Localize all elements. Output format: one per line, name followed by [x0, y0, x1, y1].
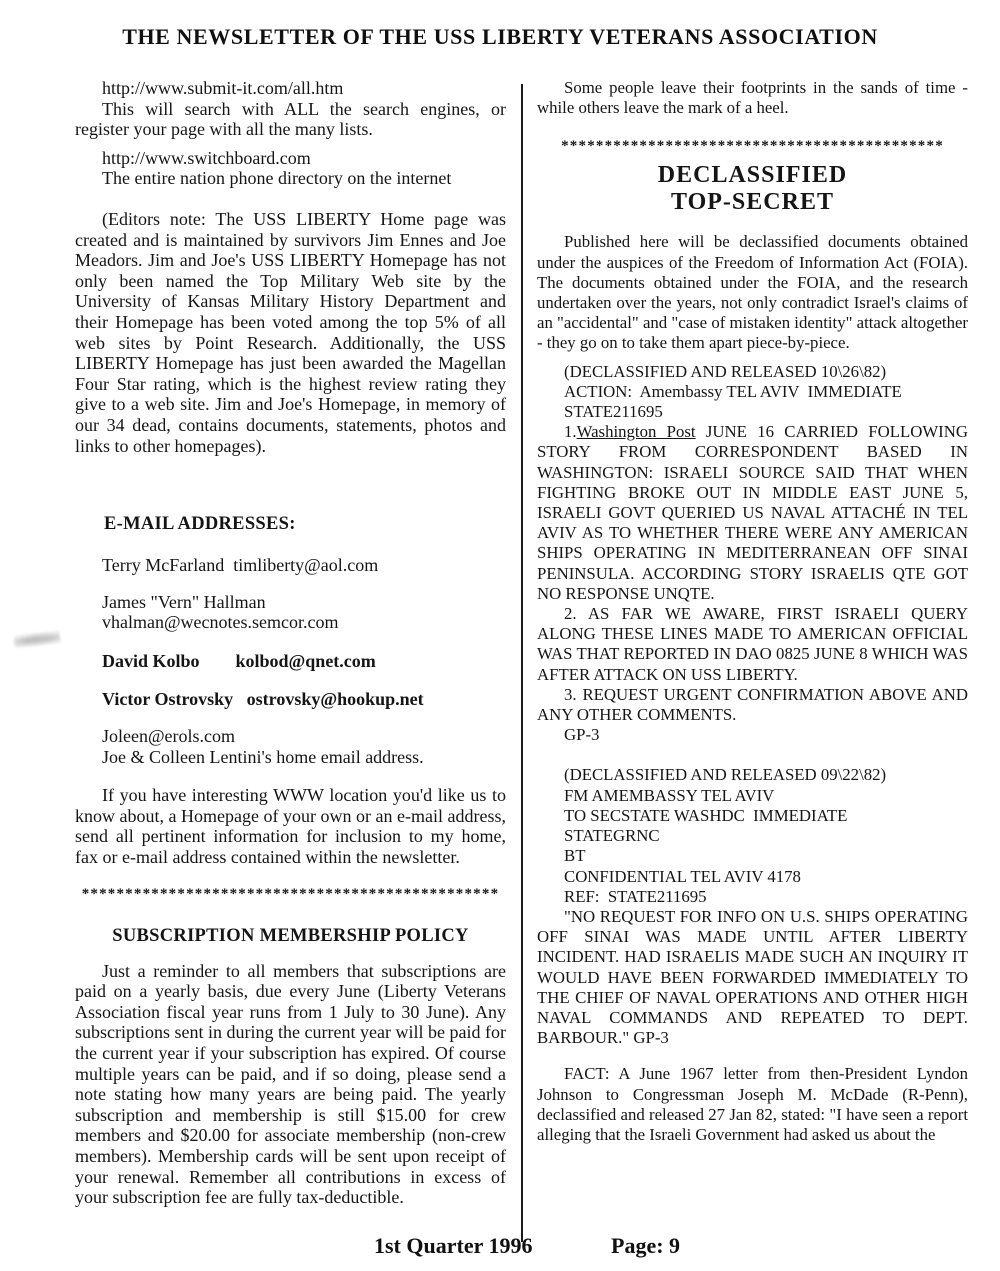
subscription-policy-heading: SUBSCRIPTION MEMBERSHIP POLICY — [112, 925, 469, 946]
declassified-title-line2: TOP-SECRET — [671, 189, 834, 216]
doc2-released-line: (DECLASSIFIED AND RELEASED 09\22\82) — [564, 765, 887, 785]
doc2-ref-line: REF: STATE211695 — [564, 886, 707, 906]
doc1-paragraph-2: 2. AS FAR WE AWARE, FIRST ISRAELI QUERY ALONG THESE LINES MADE TO AMERICAN OFFICIAL WAS THAT REPORTED IN DAO 0825 JUNE 8 WHICH WAS AFTER ATTACK ON USS LIBERTY. — [537, 604, 968, 684]
doc2-body: "NO REQUEST FOR INFO ON U.S. SHIPS OPERATING OFF SINAI WAS MADE UNTIL AFTER LIBERTY INCIDENT. HAD ISRAELIS MADE SUCH AN INQUIRY IT WOULD HAVE BEEN FORWARDED IMMEDIATELY TO THE CHIEF OF NAVAL OPERATIONS AND OTHER HIGH NAVAL COMMANDS AND REPEATED TO DEPT. BARBOUR." GP-3 — [537, 906, 968, 1048]
footprints-quote: Some people leave their footprints in the sands of time - while others leave the mark of a heel. — [537, 78, 968, 118]
email-entry-hallman-address: vhalman@wecnotes.semcor.com — [102, 612, 339, 633]
url-switchboard-desc: The entire nation phone directory on the internet — [102, 168, 452, 189]
url-submit-it-desc: This will search with ALL the search engines, or register your page with all the many lists. — [75, 98, 506, 140]
email-entry-lentini-note: Joe & Colleen Lentini's home email address. — [102, 746, 424, 767]
doc2-bt-line: BT — [564, 846, 586, 866]
doc1-action-line: ACTION: Amembassy TEL AVIV IMMEDIATE — [564, 381, 902, 401]
footer-issue: 1st Quarter 1996 — [374, 1233, 533, 1258]
separator-stars-left: ************************************************ — [81, 885, 500, 902]
email-entry-kolbo: David Kolbo kolbod@qnet.com — [102, 650, 376, 671]
email-addresses-heading: E-MAIL ADDRESSES: — [104, 514, 296, 535]
email-entry-ostrovsky: Victor Ostrovsky ostrovsky@hookup.net — [102, 689, 424, 710]
doc2-stategrnc-line: STATEGRNC — [564, 826, 660, 846]
doc1-paragraph-1 — [537, 422, 968, 604]
doc2-confidential-line: CONFIDENTIAL TEL AVIV 4178 — [564, 866, 801, 886]
url-switchboard: http://www.switchboard.com — [102, 147, 311, 168]
fact-paragraph: FACT: A June 1967 letter from then-President Lyndon Johnson to Congressman Joseph M. McDade (R-Penn), declassified and released 27 Jan 82, stated: "I have seen a report alleging that the Israeli Government had asked us about the — [537, 1064, 968, 1144]
declassified-title-line1: DECLASSIFIED — [657, 162, 848, 189]
url-submit-it: http://www.submit-it.com/all.htm — [102, 78, 344, 98]
www-submission-note: If you have interesting WWW location you'd like us to know about, a Homepage of your own or an e-mail address, send all pertinent information for inclusion to my home, fax or e-mail address contained within the newsletter. — [75, 785, 506, 868]
footer-page-number: Page: 9 — [611, 1233, 681, 1258]
doc1-washington-post-underlined: Washington Post — [576, 422, 696, 442]
declassified-intro: Published here will be declassified documents obtained under the auspices of the Freedom of Information Act (FOIA). The documents obtained under the FOIA, and the research undertaken over the years, not only contradict Israel's claims of an "accidental" and "case of mistaken identity" attack altogether - they go on to take them apart piece-by-piece. — [537, 232, 968, 353]
left-column — [75, 78, 506, 1208]
doc1-p1-number: 1. — [564, 422, 577, 442]
doc1-state-line: STATE211695 — [564, 402, 663, 422]
separator-stars-right: ******************************************** — [561, 138, 944, 155]
doc2-to-line: TO SECSTATE WASHDC IMMEDIATE — [564, 805, 848, 825]
scan-smudge — [13, 629, 61, 649]
email-entry-hallman-name: James "Vern" Hallman — [102, 591, 266, 612]
doc1-gp3: GP-3 — [564, 725, 600, 745]
right-column — [537, 78, 968, 1145]
email-entry-mcfarland: Terry McFarland timliberty@aol.com — [102, 555, 379, 576]
page-title: THE NEWSLETTER OF THE USS LIBERTY VETERANS ASSOCIATION — [122, 24, 878, 49]
doc2-fm-line: FM AMEMBASSY TEL AVIV — [564, 785, 775, 805]
doc1-p1-text: JUNE 16 CARRIED FOLLOWING STORY FROM CORRESPONDENT BASED IN WASHINGTON: ISRAELI SOURCE SAID THAT WHEN FIGHTING BROKE OUT IN MIDDLE EAST JUNE 5, ISRAELI GOVT QUERIED US NAVAL ATTACHÉ IN TEL AVIV AS TO WHETHER THERE WERE ANY AMERICAN SHIPS OPERATING IN MEDITERRANEAN OFF SINAI PENINSULA. ACCORDING STORY ISRAELIS QTE GOT NO RESPONSE UNQTE. — [537, 422, 968, 603]
editors-note: (Editors note: The USS LIBERTY Home page was created and is maintained by survivors Jim Ennes and Joe Meadors. Jim and Joe's USS LIBERTY Homepage has not only been named the Top Military Web site by the University of Kansas Military History Department and their Homepage has been voted among the top 5% of all web sites by Point Research. Additionally, the USS LIBERTY Homepage has just been awarded the Magellan Four Star rating, which is the highest review rating they give to a web site. Jim and Joe's Homepage, in memory of our 34 dead, contains documents, statements, photos and links to other homepages). — [75, 208, 506, 456]
email-entry-lentini-address: Joleen@erols.com — [102, 726, 236, 747]
doc1-paragraph-3: 3. REQUEST URGENT CONFIRMATION ABOVE AND ANY OTHER COMMENTS. — [537, 684, 968, 725]
subscription-policy-body: Just a reminder to all members that subscriptions are paid on a yearly basis, due every June (Liberty Veterans Association fiscal year runs from 1 July to 30 June). Any subscriptions sent in during the current year will be paid for the current year if your subscription has expired. Of course multiple years can be paid, and if so doing, please send a note stating how many years are being paid. The yearly subscription and membership is still $15.00 for crew members and $20.00 for associate membership (non-crew members). Membership cards will be sent upon receipt of your renewal. Remember all contributions in excess of your subscription fee are fully tax-deductible. — [75, 960, 506, 1208]
doc1-released-line: (DECLASSIFIED AND RELEASED 10\26\82) — [564, 361, 887, 381]
column-divider — [521, 84, 523, 1242]
